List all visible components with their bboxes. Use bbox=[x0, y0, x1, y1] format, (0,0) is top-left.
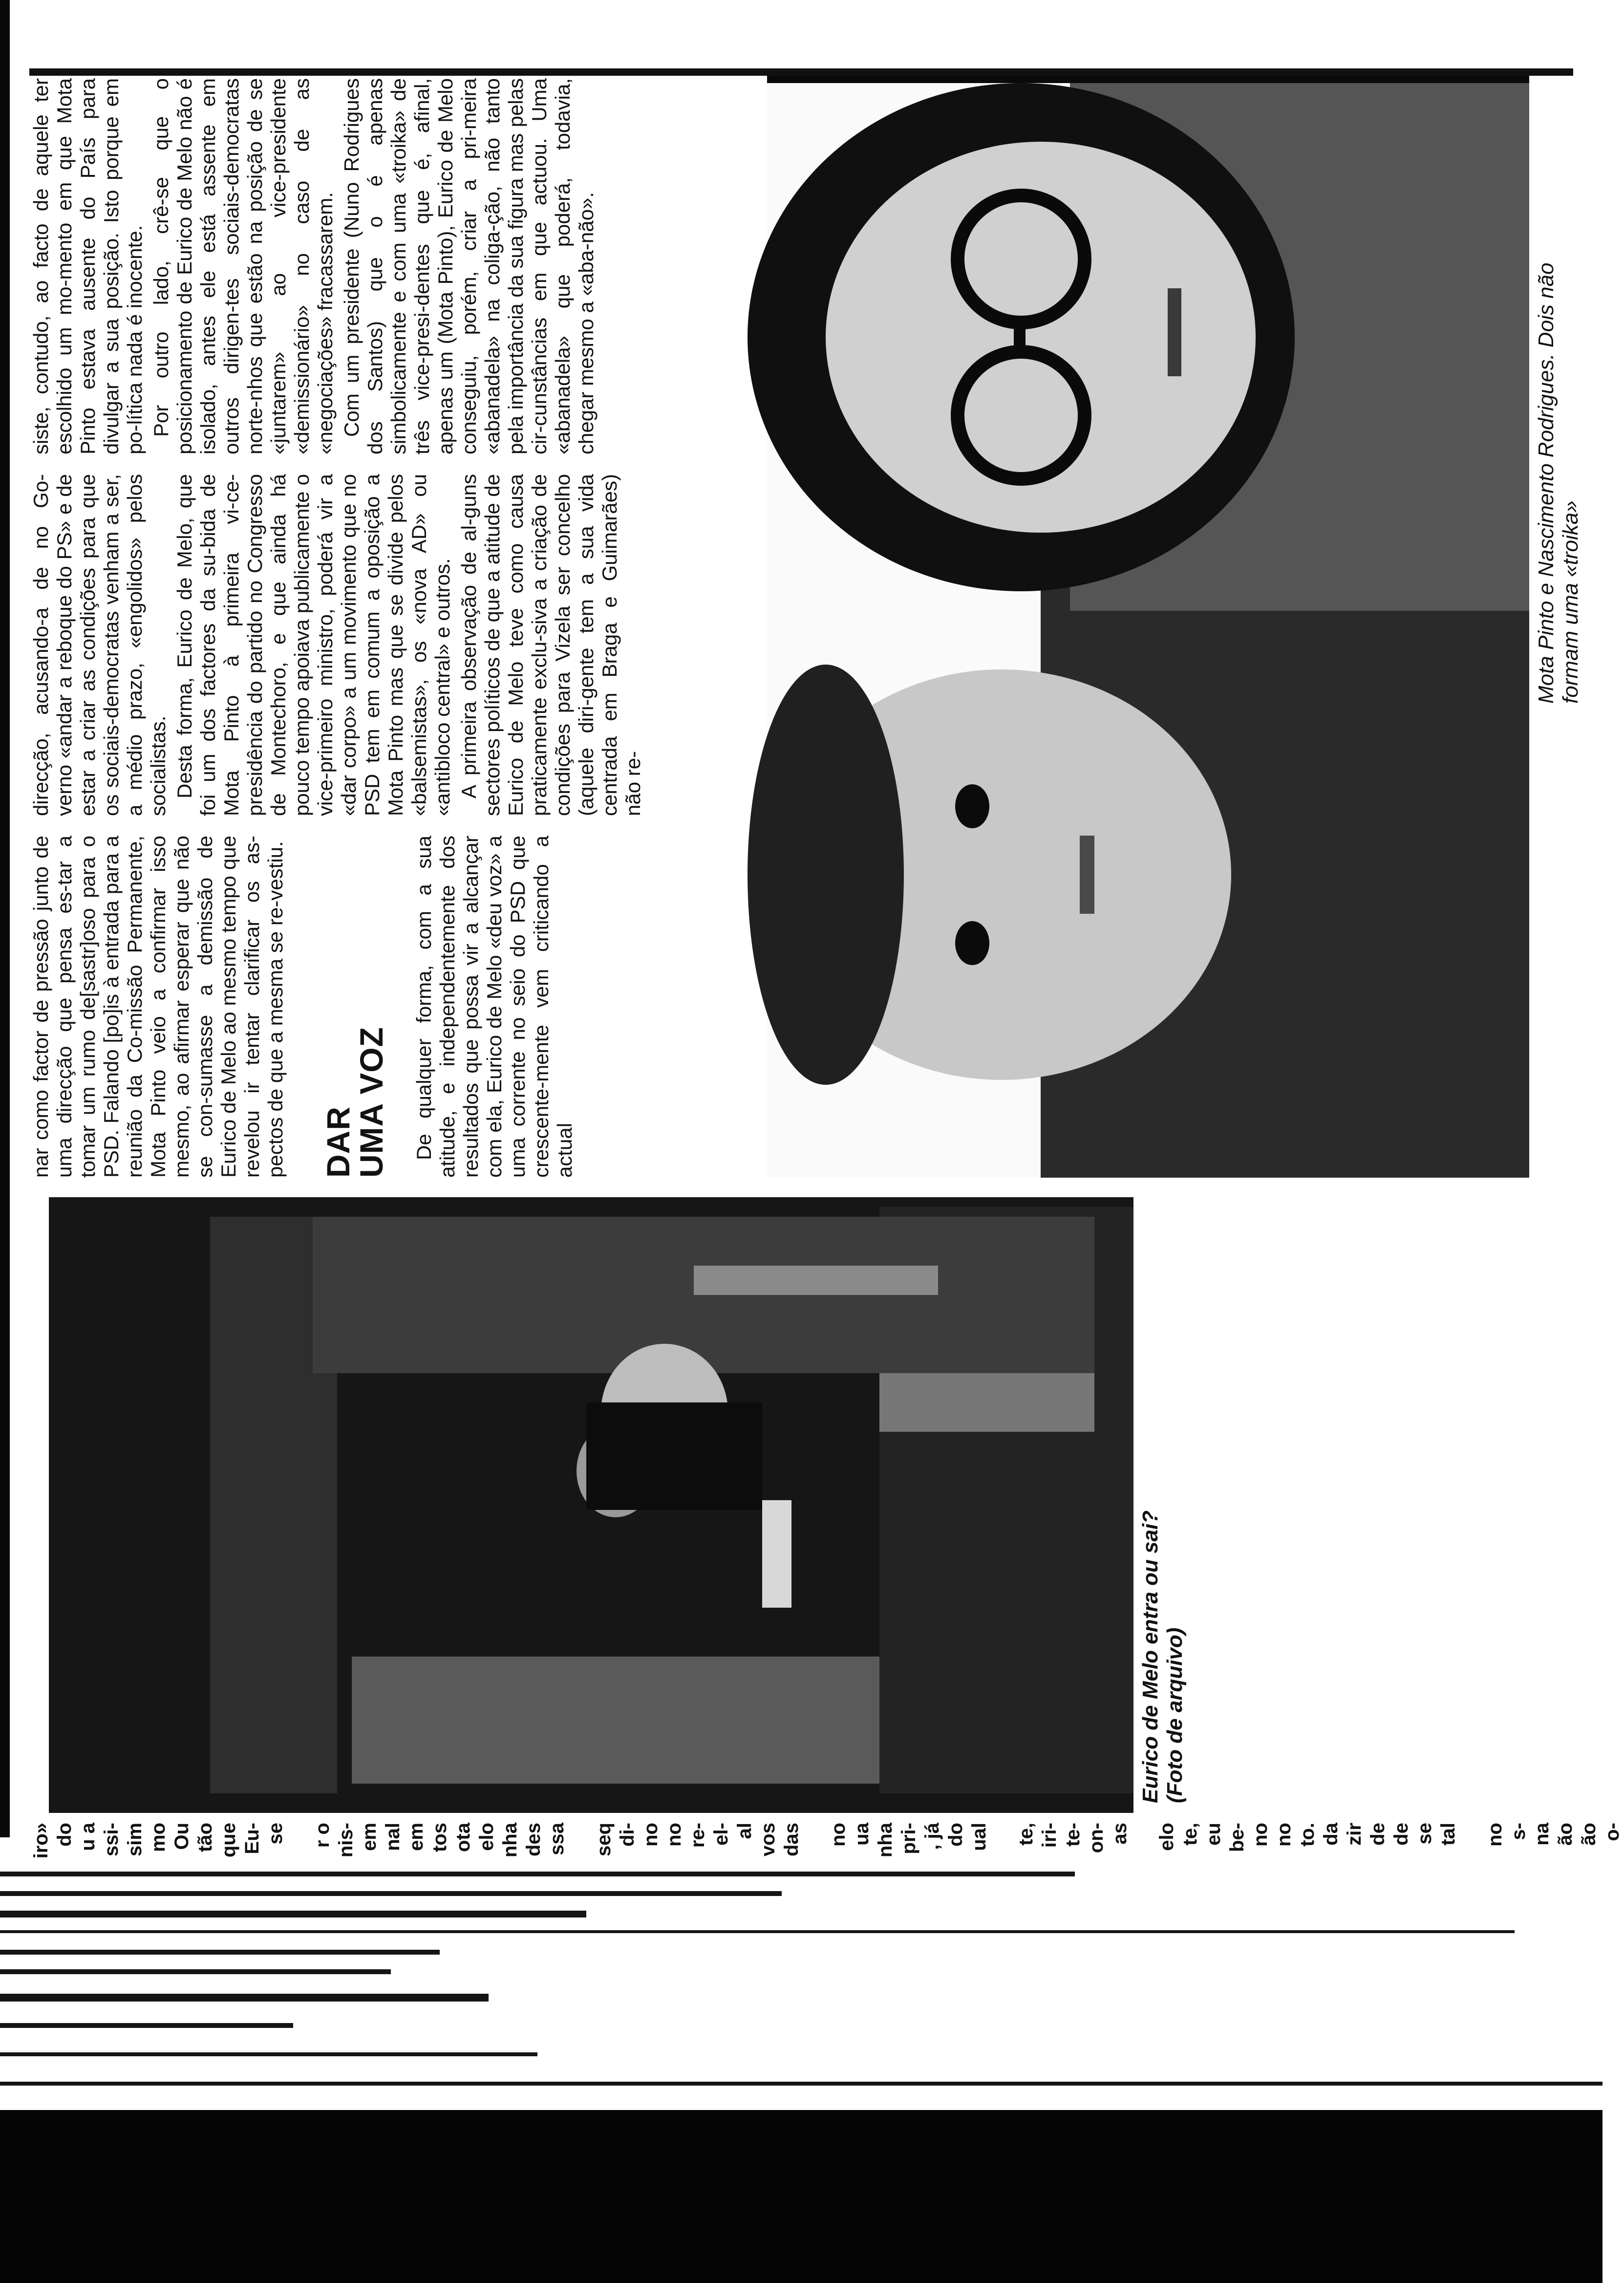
column-c-paragraph-2: Por outro lado, crê-se que o posicionamento de Eurico de Melo não é isolado, antes ele está assente em outros dirigen-tes sociais-democratas norte-nhos que estão na posição de se «juntarem» ao vice-presidente «demissionário» no caso de as «negociações» fracassarem. bbox=[150, 78, 337, 454]
scan-streak bbox=[0, 1950, 440, 1955]
caption-photo-left bbox=[1138, 1168, 1187, 1803]
left-edge-fragment-line: al bbox=[734, 1823, 755, 1839]
left-edge-fragment-line: do bbox=[54, 1823, 75, 1847]
left-edge-fragment-line: da bbox=[1320, 1823, 1342, 1846]
left-edge-fragment bbox=[29, 1823, 1624, 1876]
left-edge-fragment-line: te- bbox=[1062, 1823, 1084, 1847]
left-edge-fragment-line bbox=[287, 1823, 311, 1876]
left-edge-fragment-line: no bbox=[1273, 1823, 1295, 1847]
left-edge-fragment-line: nha bbox=[875, 1823, 896, 1858]
left-edge-fragment-line: nis- bbox=[335, 1823, 357, 1858]
left-edge-fragment-line: Ou bbox=[171, 1823, 192, 1850]
left-edge-fragment-line: das bbox=[781, 1823, 802, 1856]
left-edge-fragment-line: s- bbox=[1508, 1823, 1529, 1840]
left-edge-fragment-line: di- bbox=[617, 1823, 638, 1847]
scan-streak bbox=[0, 2052, 537, 2056]
column-a-paragraph-after: De qualquer forma, com a sua atitude, e independentemente dos resultados que possa vir a alcançar com ela, Eurico de Melo «deu voz» a uma corrente no seio do PSD que crescente-mente vem criticando a actual bbox=[412, 836, 576, 1178]
caption-photo-right bbox=[1534, 68, 1583, 704]
left-edge-fragment-line: el- bbox=[710, 1823, 732, 1846]
left-edge-fragment-line: tal bbox=[1437, 1823, 1459, 1846]
left-edge-fragment-line: elo bbox=[1156, 1823, 1177, 1851]
left-edge-fragment-line: pri- bbox=[898, 1823, 919, 1854]
left-edge-fragment-line: , já bbox=[921, 1823, 943, 1850]
left-edge-fragment-line: em bbox=[359, 1823, 380, 1851]
left-edge-fragment-line: seq bbox=[593, 1823, 615, 1856]
left-edge-fragment-line: te, bbox=[1015, 1823, 1037, 1846]
left-edge-fragment-line: vos bbox=[757, 1823, 779, 1856]
left-edge-fragment-line: se bbox=[1414, 1823, 1435, 1845]
left-edge-fragment-line: ua bbox=[851, 1823, 873, 1846]
column-c-paragraph-1: siste, contudo, ao facto de aquele ter escolhido um mo-mento em que Mota Pinto estava ausente do País para divulgar a sua posição. Isto porque em po-lítica nada é inocente. bbox=[29, 78, 146, 454]
scan-bottom-band bbox=[0, 2110, 1603, 2283]
left-edge-fragment-line: que bbox=[218, 1823, 239, 1858]
left-edge-fragment-line: na bbox=[1531, 1823, 1553, 1846]
photo-eurico-de-melo bbox=[49, 1197, 1133, 1813]
left-edge-fragment-line: ota bbox=[452, 1823, 474, 1852]
scan-streak bbox=[0, 1930, 1515, 1933]
left-edge-fragment-line: to. bbox=[1297, 1823, 1318, 1847]
left-edge-fragment-line: no bbox=[663, 1823, 685, 1847]
left-edge-fragment-line: Eu- bbox=[241, 1823, 263, 1854]
column-b-paragraph-3: A primeira observação de al-guns sectores políticos de que a atitude de Eurico de Melo teve como causa praticamente exclu-siva a criação de condições para Vizela ser concelho (aquele diri-gente tem a sua vida centrada em Braga e Guimarães) não re- bbox=[457, 474, 644, 816]
scan-left-border bbox=[0, 0, 10, 1837]
left-edge-fragment-line: no bbox=[828, 1823, 849, 1847]
left-edge-fragment-line: u a bbox=[77, 1823, 99, 1851]
left-edge-fragment-line: te, bbox=[1179, 1823, 1201, 1846]
left-edge-fragment-line: no bbox=[1484, 1823, 1506, 1847]
left-edge-fragment-line bbox=[569, 1823, 592, 1876]
left-edge-fragment-line: ão bbox=[1578, 1823, 1600, 1846]
left-edge-fragment-line: eu bbox=[1203, 1823, 1224, 1846]
left-edge-fragment-line: as bbox=[1109, 1823, 1131, 1845]
newspaper-page bbox=[29, 68, 1623, 1886]
photo-mota-pinto-nascimento-rodrigues bbox=[767, 68, 1529, 1178]
left-edge-fragment-line: no bbox=[640, 1823, 662, 1847]
left-edge-fragment-line: de bbox=[1367, 1823, 1389, 1846]
left-edge-fragment-line: be- bbox=[1226, 1823, 1248, 1852]
left-edge-fragment-line: r o bbox=[312, 1823, 333, 1848]
left-edge-fragment-line: elo bbox=[476, 1823, 497, 1851]
left-edge-fragment-line: sim bbox=[124, 1823, 146, 1856]
left-edge-fragment-line: re- bbox=[687, 1823, 708, 1848]
column-a bbox=[29, 836, 579, 1178]
left-edge-fragment-line: de bbox=[1390, 1823, 1412, 1846]
column-c bbox=[29, 78, 601, 454]
scan-streak bbox=[0, 2082, 1603, 2086]
left-edge-fragment-line bbox=[991, 1823, 1014, 1876]
left-edge-fragment-line: zir bbox=[1344, 1823, 1365, 1846]
column-b-paragraph-1: direcção, acusando-a de no Go-verno «andar a reboque do PS» e de estar a criar as condições para que os sociais-democratas venham a ser, a médio prazo, «engolidos» pelos socialistas. bbox=[29, 474, 170, 816]
caption-left-line2: (Foto de arquivo) bbox=[1163, 1627, 1187, 1803]
left-edge-fragment-line: se bbox=[265, 1823, 286, 1845]
column-b-paragraph-2: Desta forma, Eurico de Melo, que foi um dos factores da su-bida de Mota Pinto à primeira vi-ce-presidência do partido no Congresso de Montechoro, e que ainda há pouco tempo apoiava publicamente o vice-primeiro ministro, poderá vir a «dar corpo» a um movimento que no PSD tem em comum a oposição a Mota Pinto mas que se divide pelos «balsemistas», os «nova AD» ou «antibloco central» e outros. bbox=[173, 474, 454, 816]
left-edge-fragment-line: tos bbox=[429, 1823, 450, 1852]
column-c-paragraph-3: Com um presidente (Nuno Rodrigues dos Santos) que o é apenas simbolicamente e com uma «troika» de três vice-presi-dentes que é, afinal, apenas um (Mota Pinto), Eurico de Melo conseguiu, porém, criar a pri-meira «abanadela» na coliga-ção, não tanto pela importância da sua figura mas pelas cir-cunstâncias em que actuou. Uma «abanadela» que poderá, todavia, chegar mesmo a «aba-não». bbox=[340, 78, 598, 454]
left-edge-fragment-line: no bbox=[1250, 1823, 1271, 1847]
left-edge-fragment-line: em bbox=[406, 1823, 427, 1851]
left-edge-fragment-line: iro» bbox=[30, 1823, 52, 1859]
left-edge-fragment-line: ssi- bbox=[101, 1823, 122, 1856]
scan-streak bbox=[0, 1911, 586, 1917]
photo-doorway-image bbox=[49, 1197, 1133, 1813]
left-edge-fragment-line bbox=[1132, 1823, 1155, 1876]
left-edge-fragment-line: tão bbox=[194, 1823, 216, 1852]
left-edge-fragment-line: iri- bbox=[1039, 1823, 1060, 1848]
left-edge-fragment-line: des bbox=[523, 1823, 544, 1856]
caption-left-line1: Eurico de Melo entra ou sai? bbox=[1138, 1510, 1162, 1803]
scan-streak bbox=[0, 1872, 1075, 1876]
caption-right-line1: Mota Pinto e Nascimento Rodrigues. Dois não bbox=[1534, 262, 1558, 704]
scan-streak bbox=[0, 1891, 782, 1896]
left-edge-fragment-line: mo bbox=[148, 1823, 169, 1852]
photo-portrait-image bbox=[767, 68, 1529, 1178]
section-heading-line2: UMA VOZ bbox=[353, 1027, 389, 1178]
left-edge-fragment-line bbox=[1460, 1823, 1483, 1876]
left-edge-fragment-line bbox=[803, 1823, 827, 1876]
column-a-paragraph: nar como factor de pressão junto de uma direcção que pensa es-tar a tomar um rumo de[sastr]oso para o PSD. Falando [po]is à entrada para a reunião da Co-missão Permanente, Mota Pinto veio a confirmar isso mesmo, ao afirmar esperar que não se con-sumasse a demissão de Eurico de Melo ao mesmo tempo que revelou ir tentar clarificar os as-pectos de que a mesma se re-vestiu. bbox=[29, 836, 287, 1178]
scan-streak bbox=[0, 1969, 391, 1974]
left-edge-fragment-line: o- bbox=[1602, 1823, 1623, 1841]
left-edge-fragment-line: nal bbox=[382, 1823, 404, 1851]
section-heading-line1: DAR bbox=[320, 1106, 356, 1178]
right-edge-rule bbox=[29, 68, 1573, 76]
left-edge-fragment-line: do bbox=[945, 1823, 966, 1847]
left-edge-fragment-line: ão bbox=[1555, 1823, 1576, 1846]
scan-streak bbox=[0, 1994, 489, 2002]
scan-streak bbox=[0, 2023, 293, 2028]
column-b bbox=[29, 474, 648, 816]
left-edge-fragment-line: ssa bbox=[546, 1823, 568, 1855]
caption-right-line2: formam uma «troika» bbox=[1559, 500, 1582, 704]
left-edge-fragment-line: ual bbox=[968, 1823, 990, 1851]
section-heading bbox=[321, 836, 388, 1178]
left-edge-fragment-line: on- bbox=[1086, 1823, 1107, 1853]
left-edge-fragment-line: nha bbox=[499, 1823, 521, 1858]
